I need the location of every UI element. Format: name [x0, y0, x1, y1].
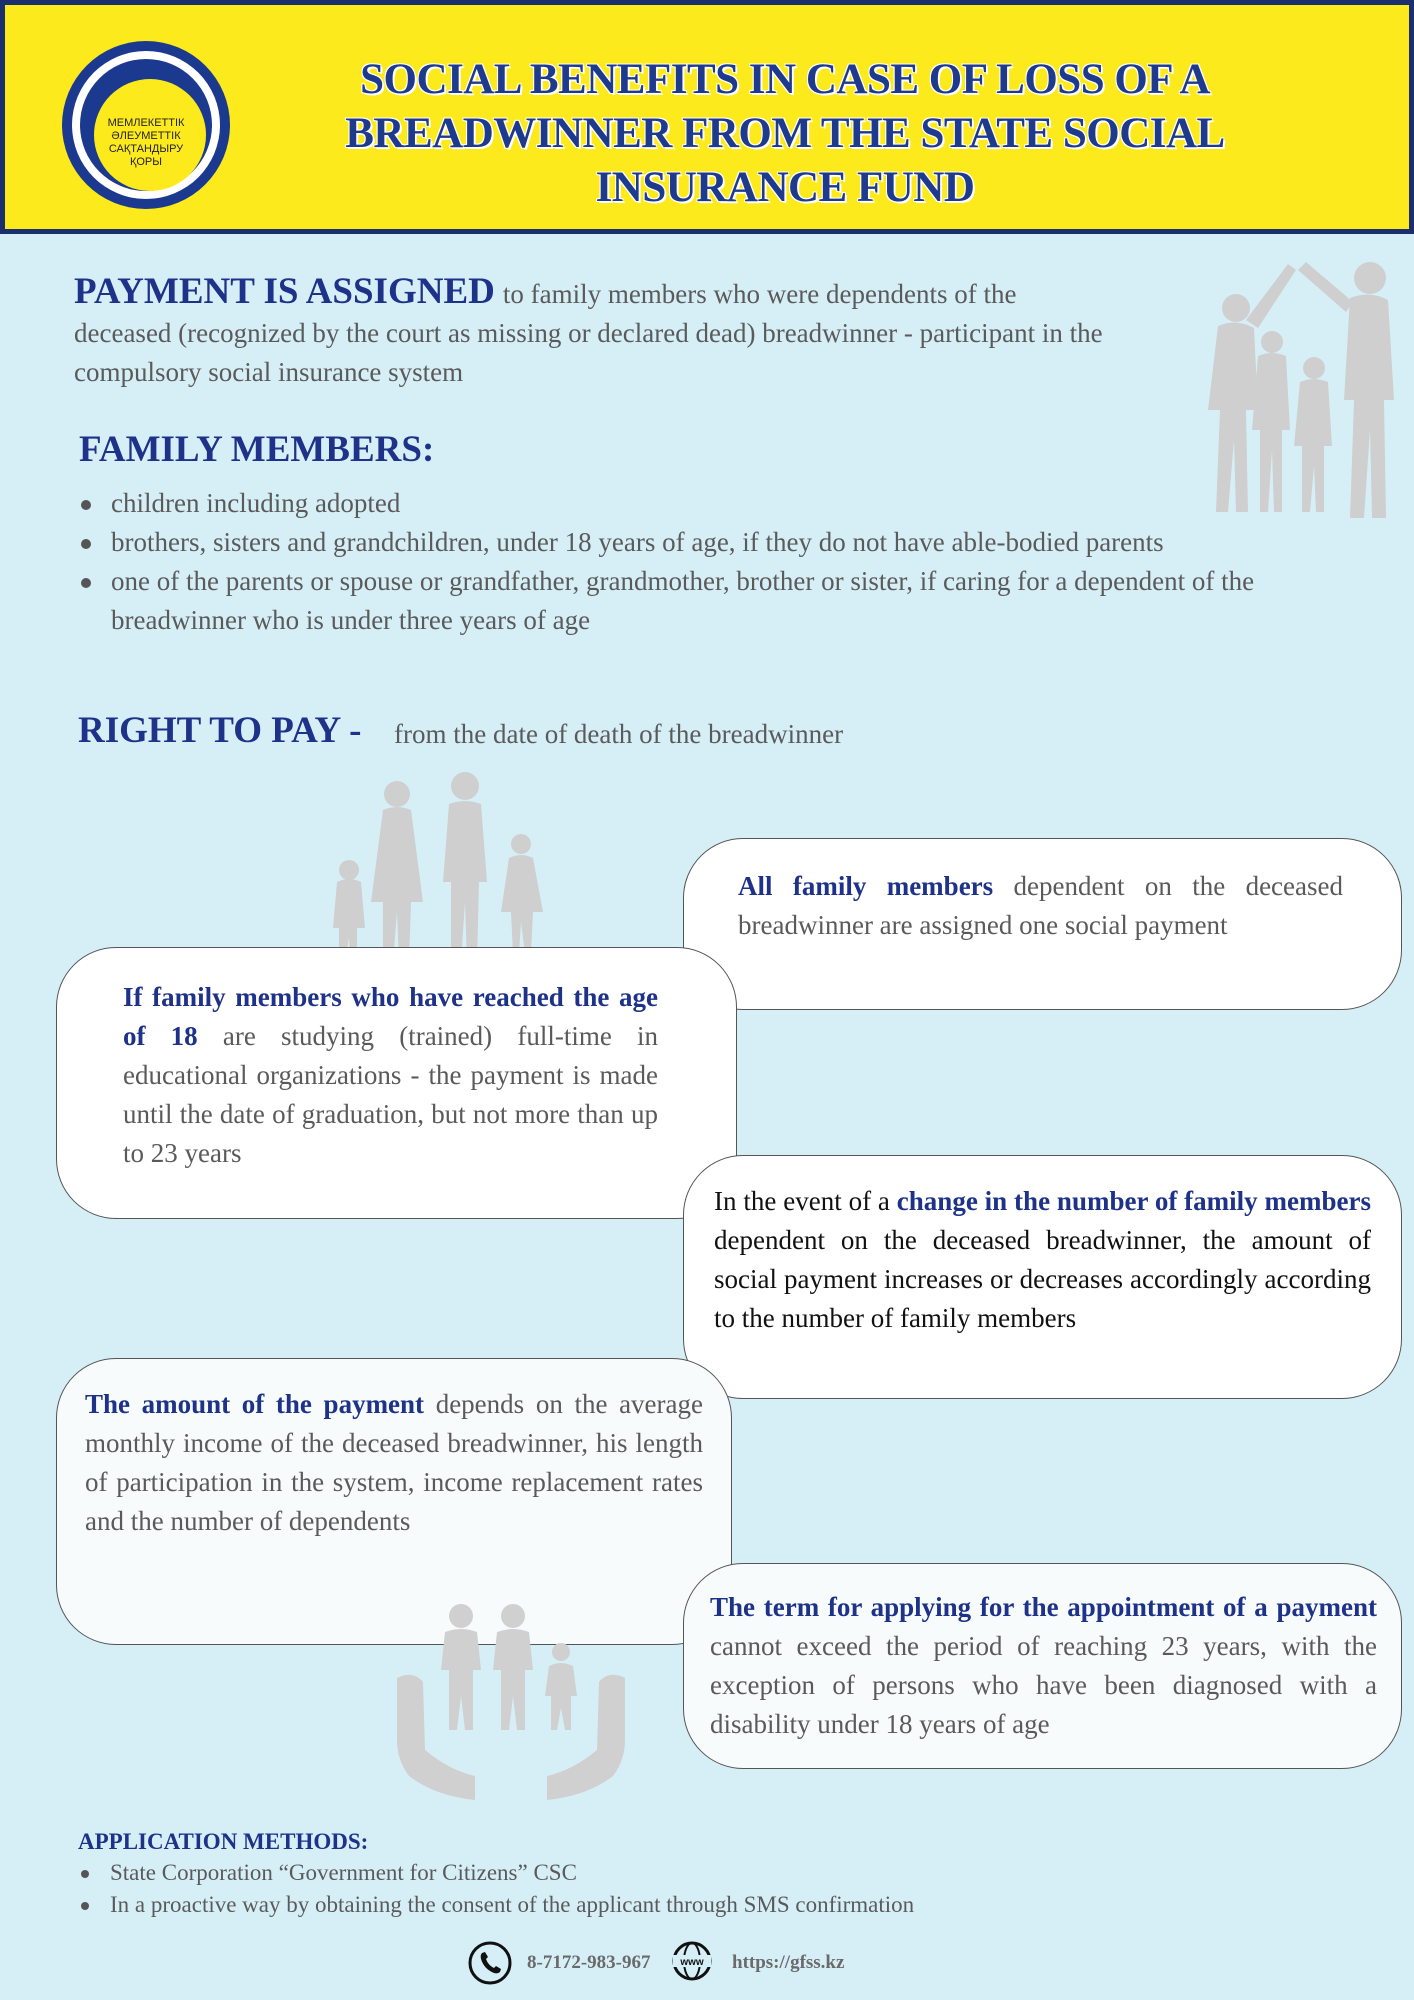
- application-methods-list: [78, 1857, 914, 1921]
- intro-paragraph: [74, 272, 1114, 392]
- box-highlight: The amount of the payment: [85, 1389, 425, 1419]
- intro-text: to family members who were dependents of the deceased (recognized by the court as missing or declared dead) breadwinner - participant in the compulsory social insurance system: [74, 279, 1103, 387]
- logo-text-line: МЕМЛЕКЕТТІК: [107, 117, 185, 129]
- box-text: dependent on the deceased breadwinner, the amount of social payment increases or decreases accordingly according to the number of family members: [714, 1225, 1371, 1333]
- box-highlight: If family members who have reached the age of 18: [123, 982, 658, 1051]
- box-text: are studying (trained) full-time in educational organizations - the payment is made until the date of graduation, but not more than up to 23 years: [123, 1021, 659, 1168]
- logo-text-line: ҚОРЫ: [129, 156, 163, 168]
- box-text: cannot exceed the period of reaching 23 years, with the exception of persons who have been diagnosed with a disability under 18 years of age: [710, 1631, 1377, 1739]
- list-item: brothers, sisters and grandchildren, under 18 years of age, if they do not have able-bodied parents: [78, 523, 1338, 562]
- payment-assigned-heading: PAYMENT IS ASSIGNED: [74, 271, 495, 312]
- box-highlight: change in the number of family members: [896, 1186, 1372, 1216]
- family-members-heading: FAMILY MEMBERS:: [79, 429, 435, 470]
- box-text: depends on the average monthly income of the deceased breadwinner, his length of participation in the system, income replacement rates and the number of dependents: [85, 1389, 704, 1536]
- box-text: In the event of a: [714, 1186, 890, 1216]
- family-hands-silhouette: [395, 1600, 627, 1804]
- info-box-term: [683, 1563, 1402, 1769]
- box-text: dependent on the deceased breadwinner are assigned one social payment: [738, 871, 1343, 940]
- phone-number[interactable]: 8-7172-983-967: [527, 1952, 651, 1973]
- list-item: one of the parents or spouse or grandfather, grandmother, brother or sister, if caring for a dependent of the breadwinner who is under three years of age: [78, 562, 1338, 640]
- website-link[interactable]: https://gfss.kz: [732, 1952, 845, 1973]
- page-title: [315, 53, 1255, 215]
- logo-text-line: САҚТАНДЫРУ: [108, 143, 184, 155]
- globe-icon-label: www: [680, 1957, 704, 1968]
- family-silhouette-image: [1188, 250, 1406, 522]
- right-to-pay-heading: RIGHT TO PAY -: [78, 710, 362, 751]
- info-box-age-18: [56, 947, 737, 1219]
- title-line: INSURANCE FUND: [595, 164, 975, 211]
- info-box-all-members: [683, 838, 1402, 1010]
- list-item: State Corporation “Government for Citizens” CSC: [78, 1857, 914, 1889]
- header-banner: [0, 0, 1414, 234]
- application-methods-heading: APPLICATION METHODS:: [78, 1829, 369, 1854]
- info-box-amount: [56, 1358, 732, 1645]
- info-box-change-in-number: [683, 1155, 1402, 1399]
- title-line: SOCIAL BENEFITS IN CASE OF LOSS OF A: [360, 56, 1210, 103]
- family-walking-silhouette: [325, 772, 555, 964]
- box-highlight: The term for applying for the appointment of a payment: [710, 1592, 1377, 1622]
- fund-logo: [60, 39, 232, 211]
- list-item: children including adopted: [78, 484, 1338, 523]
- list-item: In a proactive way by obtaining the consent of the applicant through SMS confirmation: [78, 1889, 914, 1921]
- logo-text-line: ӘЛЕУМЕТТІК: [111, 130, 181, 142]
- phone-icon: [467, 1940, 513, 1986]
- family-members-list: [78, 484, 1338, 640]
- right-to-pay-text: from the date of death of the breadwinner: [394, 719, 844, 749]
- box-highlight: All family members: [738, 871, 994, 901]
- globe-icon: [671, 1940, 713, 1982]
- title-line: BREADWINNER FROM THE STATE SOCIAL: [345, 110, 1225, 157]
